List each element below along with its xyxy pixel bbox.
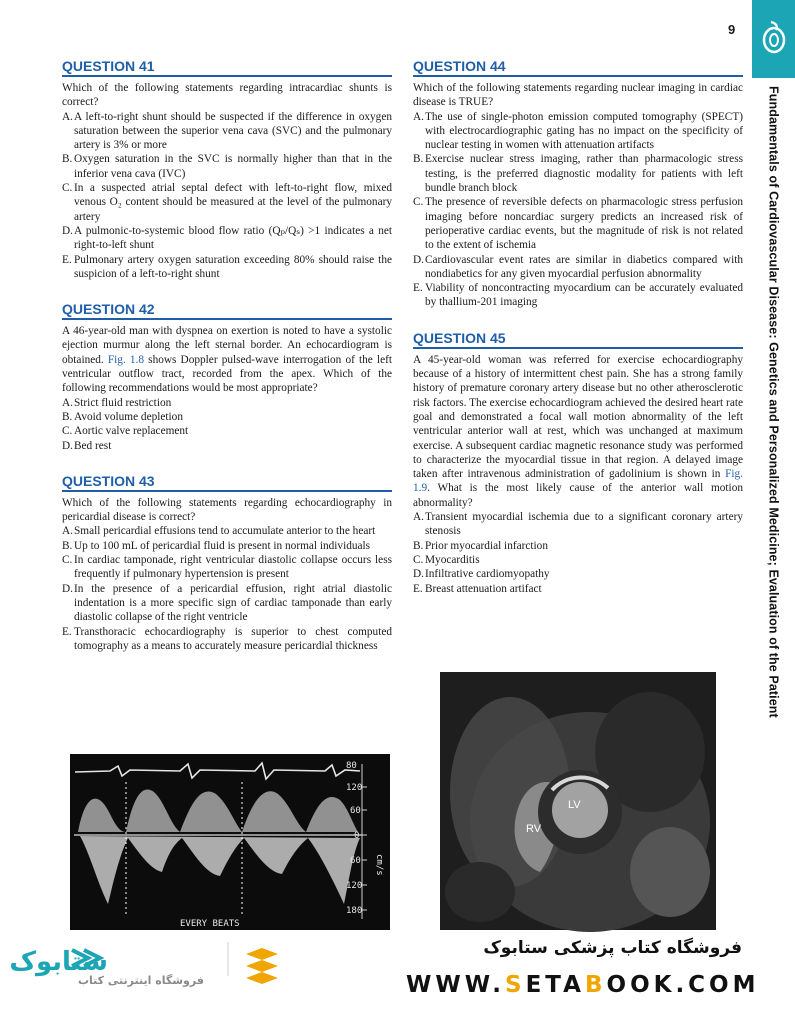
stem-text: A 45-year-old woman was referred for exercise echocardiography because of a history of intermittent chest pain. She has a strong family history of premature coronary artery disease but no other atherosclerotic risk factors. The exercise echocardiogram achieved the desired heart rate goal and demonstrated a focal wall motion abnormality of the left ventricular anterior wall at rest, which was unchanged at maximum exercise. A subsequent cardiac magnetic resonance study was performed to characterize the myocardial tissue in that region. A delayed image taken after intravenous administration of gadolinium is shown in (413, 353, 743, 481)
stem-text: . What is the most likely cause of the anterior wall motion abnormality? (413, 482, 743, 509)
answer-option (413, 281, 743, 310)
option-text: Transient myocardial ischemia due to a significant coronary artery stenosis (425, 511, 743, 538)
running-title (752, 86, 795, 736)
option-text: Exercise nuclear stress imaging, rather than pharmacologic stress testing, is the preferred diagnostic modality for patients with left bundle branch block (425, 153, 743, 195)
answer-option (413, 567, 743, 581)
figure-link[interactable]: Fig. 1.9 (413, 468, 743, 495)
answer-options (62, 110, 392, 282)
figure-link[interactable]: Fig. 1.8 (107, 353, 145, 366)
question-heading: QUESTION 41 (62, 58, 392, 77)
option-text: Infiltrative cardiomyopathy (425, 568, 550, 581)
question-heading: QUESTION 43 (62, 473, 392, 492)
option-letter: A. (413, 110, 424, 123)
option-letter: B. (62, 153, 73, 166)
doppler-bottom-text: EVERY BEATS (180, 919, 240, 929)
option-letter: E. (413, 282, 423, 295)
option-text: Pulmonary artery oxygen saturation exceeding 80% should raise the suspicion of a left-to-right shunt (74, 253, 392, 280)
scale-tick-label: 60 (350, 856, 361, 866)
option-text: Aortic valve replacement (74, 425, 189, 438)
scale-top-label: 80 (346, 761, 357, 771)
answer-options (62, 524, 392, 653)
url-highlight: B (584, 972, 607, 998)
stem-text: shows Doppler pulsed-wave interrogation of the left ventricular outflow tract, recorded from the apex. Which of the following recommendations would be most appropriate? (62, 353, 392, 395)
option-text: Strict fluid restriction (74, 396, 172, 409)
option-letter: C. (62, 554, 73, 567)
stem-text: A 46-year-old man with dyspnea on exertion is noted to have a systolic ejection murmur along the left sternal border. An echocardiogram is obtained. (62, 325, 392, 366)
option-text: The presence of reversible defects on pharmacologic stress perfusion imaging before noncardiac surgery predicts an increased risk of perioperative cardiac events, but the magnitude of risk is not related to the extent of ischemia (425, 196, 743, 252)
footer-url[interactable] (406, 972, 760, 998)
question-heading: QUESTION 42 (62, 301, 392, 320)
right-column (413, 58, 743, 616)
option-letter: A. (62, 396, 73, 409)
answer-option (62, 253, 392, 282)
question-stem: Which of the following statements regarding echocardiography in pericardial disease is correct? (62, 496, 392, 524)
answer-option (413, 195, 743, 252)
url-highlight: S (504, 972, 526, 998)
scale-tick-label: 180 (346, 906, 363, 916)
option-text: Breast attenuation artifact (425, 582, 542, 595)
option-text: In the presence of a pericardial effusion, right atrial diastolic indentation is a more specific sign of cardiac tamponade than early diastolic collapse of the right ventricle (74, 582, 392, 624)
option-letter: B. (62, 410, 73, 423)
answer-option (413, 553, 743, 567)
answer-option (413, 582, 743, 596)
answer-option (62, 539, 392, 553)
option-letter: C. (413, 553, 424, 566)
option-text: Viability of noncontracting myocardium can be accurately evaluated by thallium-201 imaging (425, 282, 743, 309)
option-letter: D. (62, 224, 73, 237)
doppler-image (70, 754, 390, 930)
answer-options (413, 510, 743, 596)
answer-option (62, 410, 392, 424)
option-text: Prior myocardial infarction (425, 539, 548, 552)
scale-tick-label: 0 (354, 831, 360, 841)
option-letter: D. (62, 439, 73, 452)
answer-option (62, 396, 392, 410)
option-text: Transthoracic echocardiography is superior to chest computed tomography as a means to accurately measure pericardial thickness (74, 625, 392, 652)
url-part: WWW. (406, 972, 505, 998)
option-letter: E. (413, 582, 423, 595)
doppler-figure (70, 754, 390, 930)
option-letter: B. (413, 153, 424, 166)
option-letter: A. (62, 525, 73, 538)
option-letter: D. (62, 582, 73, 595)
answer-options (62, 396, 392, 453)
option-text: In a suspected atrial septal defect with left-to-right flow, mixed venous O₂ content should be measured at the level of the pulmonary artery (74, 182, 392, 223)
option-text: The use of single-photon emission computed tomography (SPECT) with electrocardiographic gating has no impact on the specificity of nuclear testing in women with attenuation artifacts (425, 110, 743, 152)
scale-tick-label: 120 (346, 881, 363, 891)
mri-image (440, 672, 716, 930)
answer-option (62, 110, 392, 153)
option-letter: C. (62, 182, 73, 195)
page-number: 9 (728, 22, 736, 37)
option-text: Myocarditis (425, 553, 480, 566)
option-letter: C. (413, 196, 424, 209)
option-text: Bed rest (74, 439, 112, 452)
option-text: A pulmonic-to-systemic blood flow ratio (Qₚ/Qₛ) >1 indicates a net right-to-left shunt (74, 224, 392, 252)
option-text: A left-to-right shunt should be suspected if the difference in oxygen saturation between the superior vena cava (SVC) and the pulmonary artery is 3% or more (74, 110, 392, 152)
option-letter: C. (62, 425, 73, 438)
book-stack-icon (242, 946, 282, 992)
option-letter: E. (62, 253, 72, 266)
mri-figure (440, 672, 716, 930)
lv-label: LV (568, 799, 581, 811)
setabook-logo-icon (9, 942, 238, 977)
answer-option (62, 152, 392, 181)
answer-option (62, 524, 392, 538)
option-letter: D. (413, 568, 424, 581)
scale-unit-label: cm/s (374, 854, 384, 876)
scale-tick-label: 120 (346, 783, 363, 793)
option-letter: B. (62, 539, 73, 552)
url-part: ETA (525, 972, 585, 998)
option-text: In cardiac tamponade, right ventricular diastolic collapse occurs less frequently if pulmonary hypertension is present (74, 554, 392, 581)
question-44 (413, 58, 743, 310)
answer-option (62, 224, 392, 253)
option-text: Up to 100 mL of pericardial fluid is present in normal individuals (74, 539, 371, 552)
question-heading: QUESTION 44 (413, 58, 743, 77)
answer-options (413, 110, 743, 310)
option-letter: D. (413, 253, 424, 266)
left-column (62, 58, 392, 673)
footer-banner (0, 934, 795, 1010)
question-45 (413, 330, 743, 596)
answer-option (413, 510, 743, 539)
answer-option (62, 439, 392, 453)
answer-option (413, 152, 743, 195)
question-stem (62, 324, 392, 395)
answer-option (413, 539, 743, 553)
question-stem: Which of the following statements regarding nuclear imaging in cardiac disease is TRUE? (413, 82, 743, 109)
option-letter: A. (413, 511, 424, 524)
answer-option (62, 424, 392, 438)
running-title-text: Fundamentals of Cardiovascular Disease: Genetics and Personalized Medicine; Evaluation of the Patient (766, 86, 781, 718)
option-letter: A. (62, 110, 73, 123)
scale-tick-label: 60 (350, 806, 361, 816)
option-text: Cardiovascular event rates are similar in diabetics compared with nondiabetics for any given myocardial perfusion abnormality (425, 253, 743, 280)
question-42 (62, 301, 392, 453)
footer-title: فروشگاه کتاب پزشکی ستابوک (483, 938, 742, 958)
option-text: Small pericardial effusions tend to accumulate anterior to the heart (74, 525, 376, 538)
question-stem (413, 353, 743, 510)
answer-option (62, 582, 392, 625)
url-part: OOK.COM (606, 972, 760, 998)
question-heading: QUESTION 45 (413, 330, 743, 349)
answer-option (62, 181, 392, 224)
answer-option (413, 110, 743, 153)
chapter-tab (752, 0, 795, 78)
question-43 (62, 473, 392, 653)
question-41 (62, 58, 392, 281)
answer-option (62, 625, 392, 654)
option-letter: B. (413, 539, 424, 552)
answer-option (62, 553, 392, 582)
chapter-logo-icon (759, 18, 789, 58)
brand-latin: ستابوک (9, 947, 108, 977)
option-text: Avoid volume depletion (74, 410, 183, 423)
question-stem: Which of the following statements regarding intracardiac shunts is correct? (62, 82, 392, 109)
rv-label: RV (526, 823, 542, 835)
brand-subtitle: فروشگاه اینترنتی کتاب (78, 974, 204, 987)
answer-option (413, 253, 743, 282)
option-text: Oxygen saturation in the SVC is normally higher than that in the inferior vena cava (IVC) (74, 153, 392, 180)
option-letter: E. (62, 625, 72, 638)
